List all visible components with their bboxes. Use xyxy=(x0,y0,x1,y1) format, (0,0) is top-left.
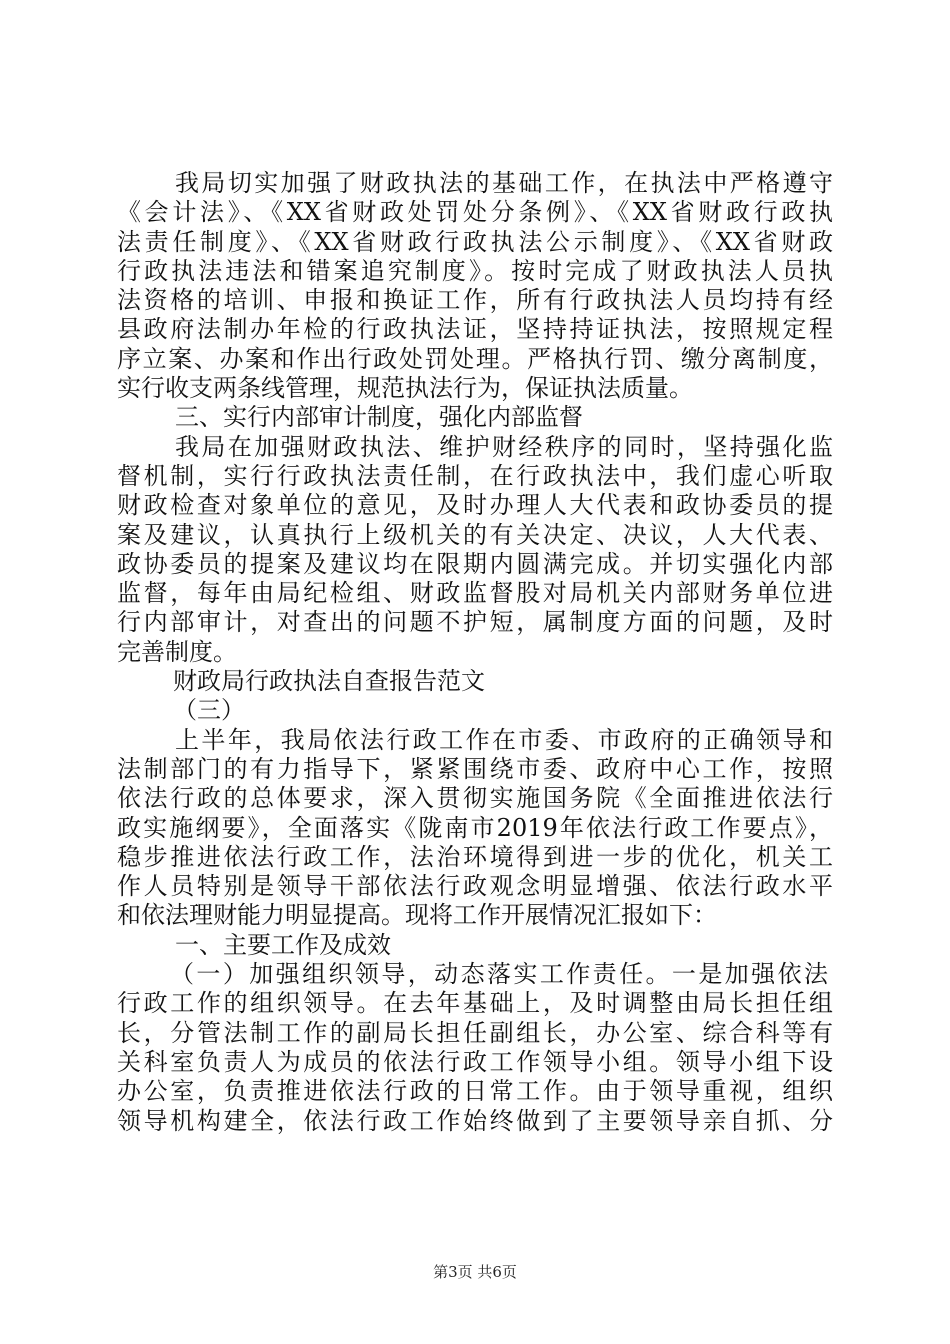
paragraph-line: 行政执法违法和错案追究制度》。按时完成了财政执法人员执 xyxy=(117,256,833,285)
paragraph-line: 财政检查对象单位的意见，及时办理人大代表和政协委员的提 xyxy=(117,491,833,520)
paragraph-line: （一）加强组织领导，动态落实工作责任。一是加强依法 xyxy=(170,960,828,989)
paragraph-line: 我局在加强财政执法、维护财经秩序的同时，坚持强化监 xyxy=(175,432,833,461)
page-footer xyxy=(0,1262,950,1282)
paragraph-line: 序立案、办案和作出行政处罚处理。严格执行罚、缴分离制度， xyxy=(117,344,833,373)
paragraph-line: 政协委员的提案及建议均在限期内圆满完成。并切实强化内部 xyxy=(117,549,833,578)
paragraph-line: 稳步推进依法行政工作，法治环境得到进一步的优化，机关工 xyxy=(117,842,833,871)
paragraph-line: 《会计法》、《XX省财政处罚处分条例》、《XX省财政行政执 xyxy=(117,198,833,227)
paragraph-line: 督机制，实行行政执法责任制，在行政执法中，我们虚心听取 xyxy=(117,461,833,490)
document-body xyxy=(117,169,833,1136)
paragraph-line: 行内部审计，对查出的问题不护短，属制度方面的问题，及时 xyxy=(117,608,833,637)
paragraph-line: 完善制度。 xyxy=(117,637,237,666)
paragraph-line: 上半年，我局依法行政工作在市委、市政府的正确领导和 xyxy=(175,725,833,754)
article-title: 财政局行政执法自查报告范文 xyxy=(173,667,485,696)
paragraph-line: 办公室，负责推进依法行政的日常工作。由于领导重视，组织 xyxy=(117,1077,833,1106)
paragraph-line: 我局切实加强了财政执法的基础工作，在执法中严格遵守 xyxy=(175,169,833,197)
paragraph-line: 法制部门的有力指导下，紧紧围绕市委、政府中心工作，按照 xyxy=(117,754,833,783)
paragraph-line: 行政工作的组织领导。在去年基础上，及时调整由局长担任组 xyxy=(117,989,833,1018)
section-heading: 三、实行内部审计制度，强化内部监督 xyxy=(175,403,583,432)
paragraph-line: 政实施纲要》，全面落实《陇南市2019年依法行政工作要点》， xyxy=(117,813,833,842)
paragraph-line: 实行收支两条线管理，规范执法行为，保证执法质量。 xyxy=(117,374,693,403)
article-number: （三） xyxy=(173,696,245,725)
paragraph-line: 法责任制度》、《XX省财政行政执法公示制度》、《XX省财政 xyxy=(117,227,833,256)
paragraph-line: 依法行政的总体要求，深入贯彻实施国务院《全面推进依法行 xyxy=(117,784,833,813)
page-number: 第3页 xyxy=(433,1263,473,1281)
paragraph-line: 长，分管法制工作的副局长担任副组长，办公室、综合科等有 xyxy=(117,1018,833,1047)
paragraph-line: 县政府法制办年检的行政执法证，坚持持证执法，按照规定程 xyxy=(117,315,833,344)
section-heading: 一、主要工作及成效 xyxy=(175,930,391,959)
paragraph-line: 法资格的培训、申报和换证工作，所有行政执法人员均持有经 xyxy=(117,286,833,315)
paragraph-line: 监督，每年由局纪检组、财政监督股对局机关内部财务单位进 xyxy=(117,579,833,608)
paragraph-line: 和依法理财能力明显提高。现将工作开展情况汇报如下： xyxy=(117,901,717,930)
page-total: 共6页 xyxy=(477,1263,517,1281)
paragraph-line: 案及建议，认真执行上级机关的有关决定、决议，人大代表、 xyxy=(117,520,833,549)
paragraph-line: 关科室负责人为成员的依法行政工作领导小组。领导小组下设 xyxy=(117,1047,833,1076)
paragraph-line: 领导机构建全，依法行政工作始终做到了主要领导亲自抓、分 xyxy=(117,1106,833,1135)
paragraph-line: 作人员特别是领导干部依法行政观念明显增强、依法行政水平 xyxy=(117,872,833,901)
